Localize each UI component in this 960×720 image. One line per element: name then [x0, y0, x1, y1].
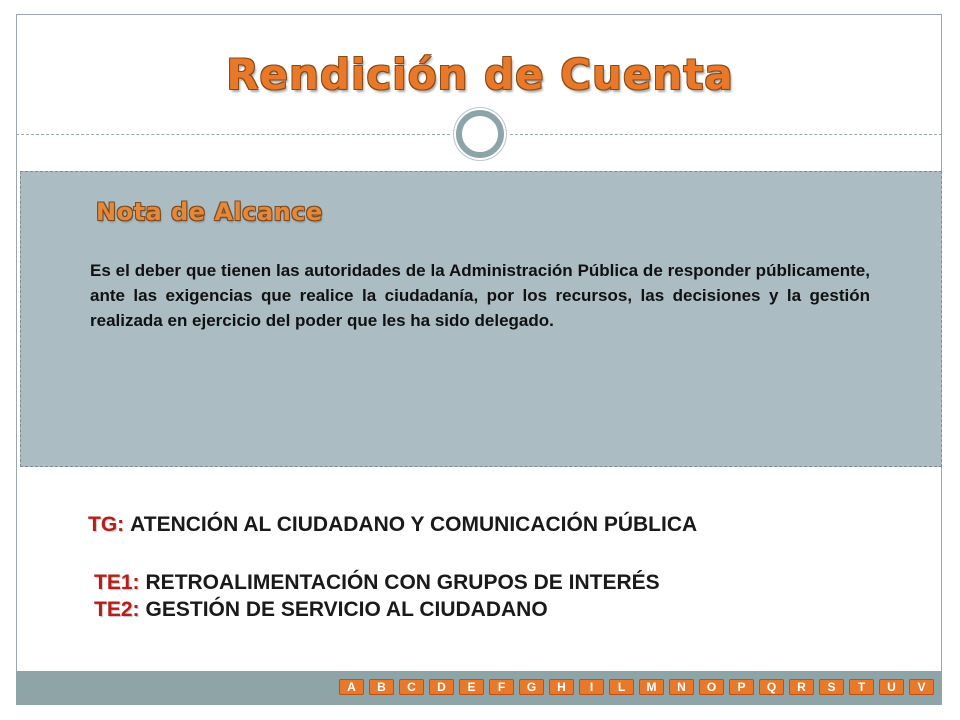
- term-te2-key: TE2:: [94, 598, 140, 621]
- alphabet-button-m[interactable]: M: [639, 679, 664, 695]
- alphabet-button-q[interactable]: Q: [759, 679, 784, 695]
- alphabet-button-l[interactable]: L: [609, 679, 634, 695]
- alphabet-button-f[interactable]: F: [489, 679, 514, 695]
- term-te2: [94, 598, 548, 622]
- alphabet-button-e[interactable]: E: [459, 679, 484, 695]
- alphabet-button-r[interactable]: R: [789, 679, 814, 695]
- alphabet-button-n[interactable]: N: [669, 679, 694, 695]
- term-tg-value: ATENCIÓN AL CIUDADANO Y COMUNICACIÓN PÚBLICA: [130, 513, 698, 536]
- alphabet-button-a[interactable]: A: [339, 679, 364, 695]
- term-te1-value: RETROALIMENTACIÓN CON GRUPOS DE INTERÉS: [145, 571, 660, 594]
- alphabet-button-h[interactable]: H: [549, 679, 574, 695]
- alphabet-button-b[interactable]: B: [369, 679, 394, 695]
- alphabet-button-v[interactable]: V: [909, 679, 934, 695]
- scope-note-heading: Nota de Alcance: [96, 198, 323, 226]
- alphabet-button-t[interactable]: T: [849, 679, 874, 695]
- alphabet-button-s[interactable]: S: [819, 679, 844, 695]
- alphabet-nav: [339, 679, 934, 695]
- divider-left: [16, 134, 450, 135]
- alphabet-button-i[interactable]: I: [579, 679, 604, 695]
- term-tg: [88, 513, 697, 537]
- alphabet-button-c[interactable]: C: [399, 679, 424, 695]
- term-te1: [94, 571, 660, 595]
- page-title: Rendición de Cuenta: [226, 50, 734, 99]
- divider-right: [510, 134, 942, 135]
- term-tg-key: TG:: [88, 513, 125, 536]
- term-te1-key: TE1:: [94, 571, 140, 594]
- term-te2-value: GESTIÓN DE SERVICIO AL CIUDADANO: [145, 598, 548, 621]
- scope-note-text: Es el deber que tienen las autoridades de la Administración Pública de responder públicamente, ante las exigencias que realice la ciudadanía, por los recursos, las decisiones y la gestión realizada en ejercicio del poder que les ha sido delegado.: [90, 261, 870, 330]
- alphabet-button-p[interactable]: P: [729, 679, 754, 695]
- alphabet-button-u[interactable]: U: [879, 679, 904, 695]
- alphabet-button-d[interactable]: D: [429, 679, 454, 695]
- alphabet-button-o[interactable]: O: [699, 679, 724, 695]
- alphabet-button-g[interactable]: G: [519, 679, 544, 695]
- ring-ornament-icon: [456, 110, 504, 158]
